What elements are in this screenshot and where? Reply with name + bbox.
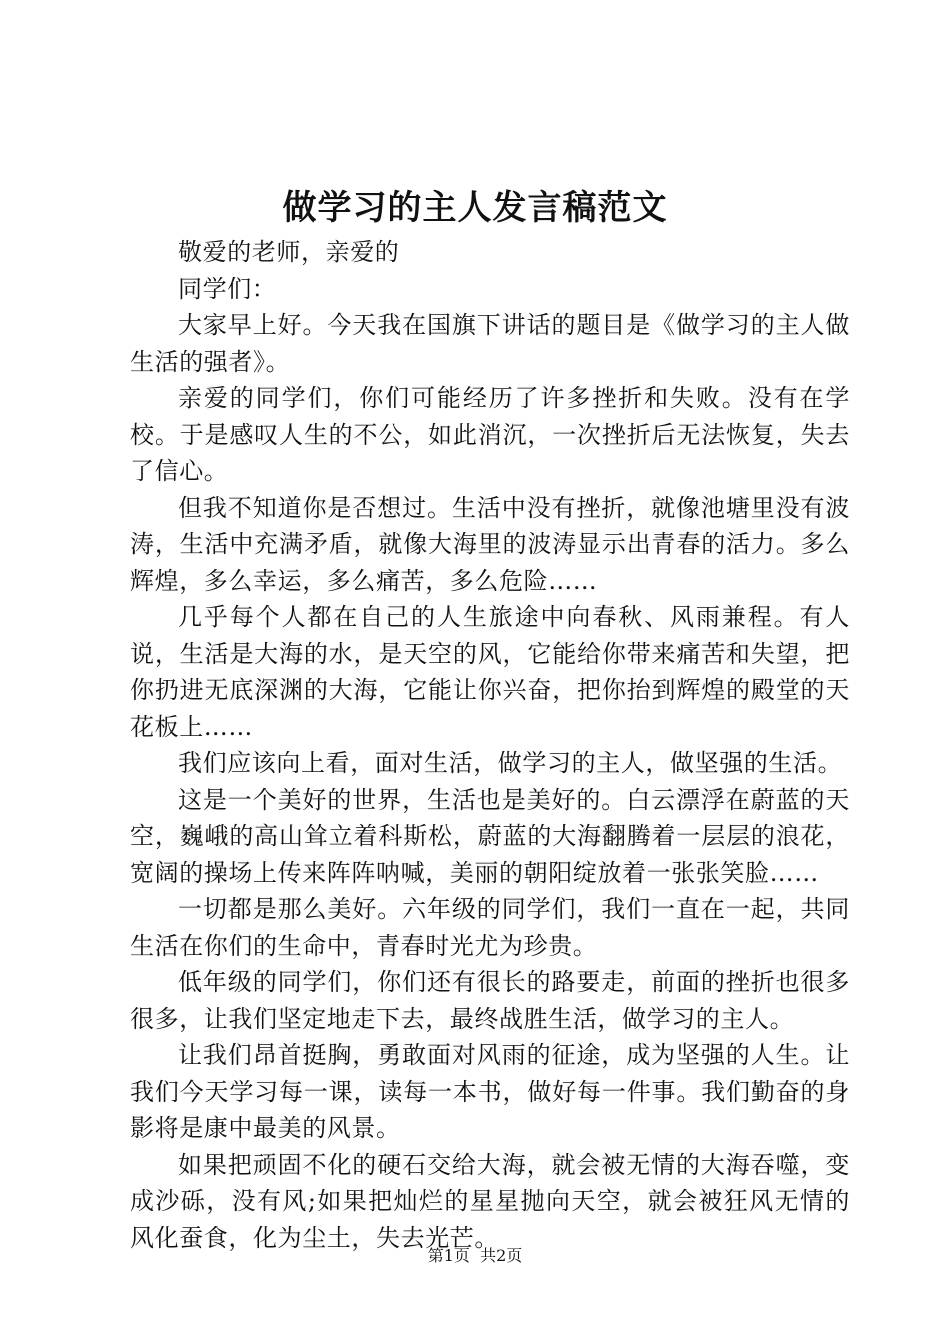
paragraph: 一切都是那么美好。六年级的同学们，我们一直在一起，共同生活在你们的生命中，青春时光尤为珍贵。 [130,895,850,960]
page-footer [0,1244,950,1268]
paragraph: 几乎每个人都在自己的人生旅途中向春秋、风雨兼程。有人说，生活是大海的水，是天空的风，它能给你带来痛苦和失望，把你扔进无底深渊的大海，它能让你兴奋，把你抬到辉煌的殿堂的天花板上…… [130,603,850,741]
document-title: 做学习的主人发言稿范文 [282,188,668,228]
paragraph: 大家早上好。今天我在国旗下讲话的题目是《做学习的主人做生活的强者》。 [130,311,850,376]
greeting-line: 同学们： [178,274,277,303]
paragraph: 低年级的同学们，你们还有很长的路要走，前面的挫折也很多很多，让我们坚定地走下去，最终战胜生活，做学习的主人。 [130,968,850,1033]
document-body [130,234,850,1256]
greeting-line: 敬爱的老师，亲爱的 [178,238,400,266]
paragraph: 我们应该向上看，面对生活，做学习的主人，做坚强的生活。 [178,749,843,777]
page-number-label: 第1页 共2页 [427,1246,523,1265]
paragraph: 亲爱的同学们，你们可能经历了许多挫折和失败。没有在学校。于是感叹人生的不公，如此消沉，一次挫折后无法恢复，失去了信心。 [130,384,850,485]
paragraph: 如果把顽固不化的硬石交给大海，就会被无情的大海吞噬，变成沙砾，没有风;如果把灿烂的星星抛向天空，就会被狂风无情的风化蚕食，化为尘土，失去光芒。 [130,1150,850,1252]
paragraph: 这是一个美好的世界，生活也是美好的。白云漂浮在蔚蓝的天空，巍峨的高山耸立着科斯松，蔚蓝的大海翻腾着一层层的浪花，宽阔的操场上传来阵阵呐喊，美丽的朝阳绽放着一张张笑脸…… [130,785,850,887]
paragraph: 但我不知道你是否想过。生活中没有挫折，就像池塘里没有波涛，生活中充满矛盾，就像大海里的波涛显示出青春的活力。多么辉煌，多么幸运，多么痛苦，多么危险…… [130,493,850,595]
paragraph: 让我们昂首挺胸，勇敢面对风雨的征途，成为坚强的人生。让我们今天学习每一课，读每一本书，做好每一件事。我们勤奋的身影将是康中最美的风景。 [130,1041,850,1142]
